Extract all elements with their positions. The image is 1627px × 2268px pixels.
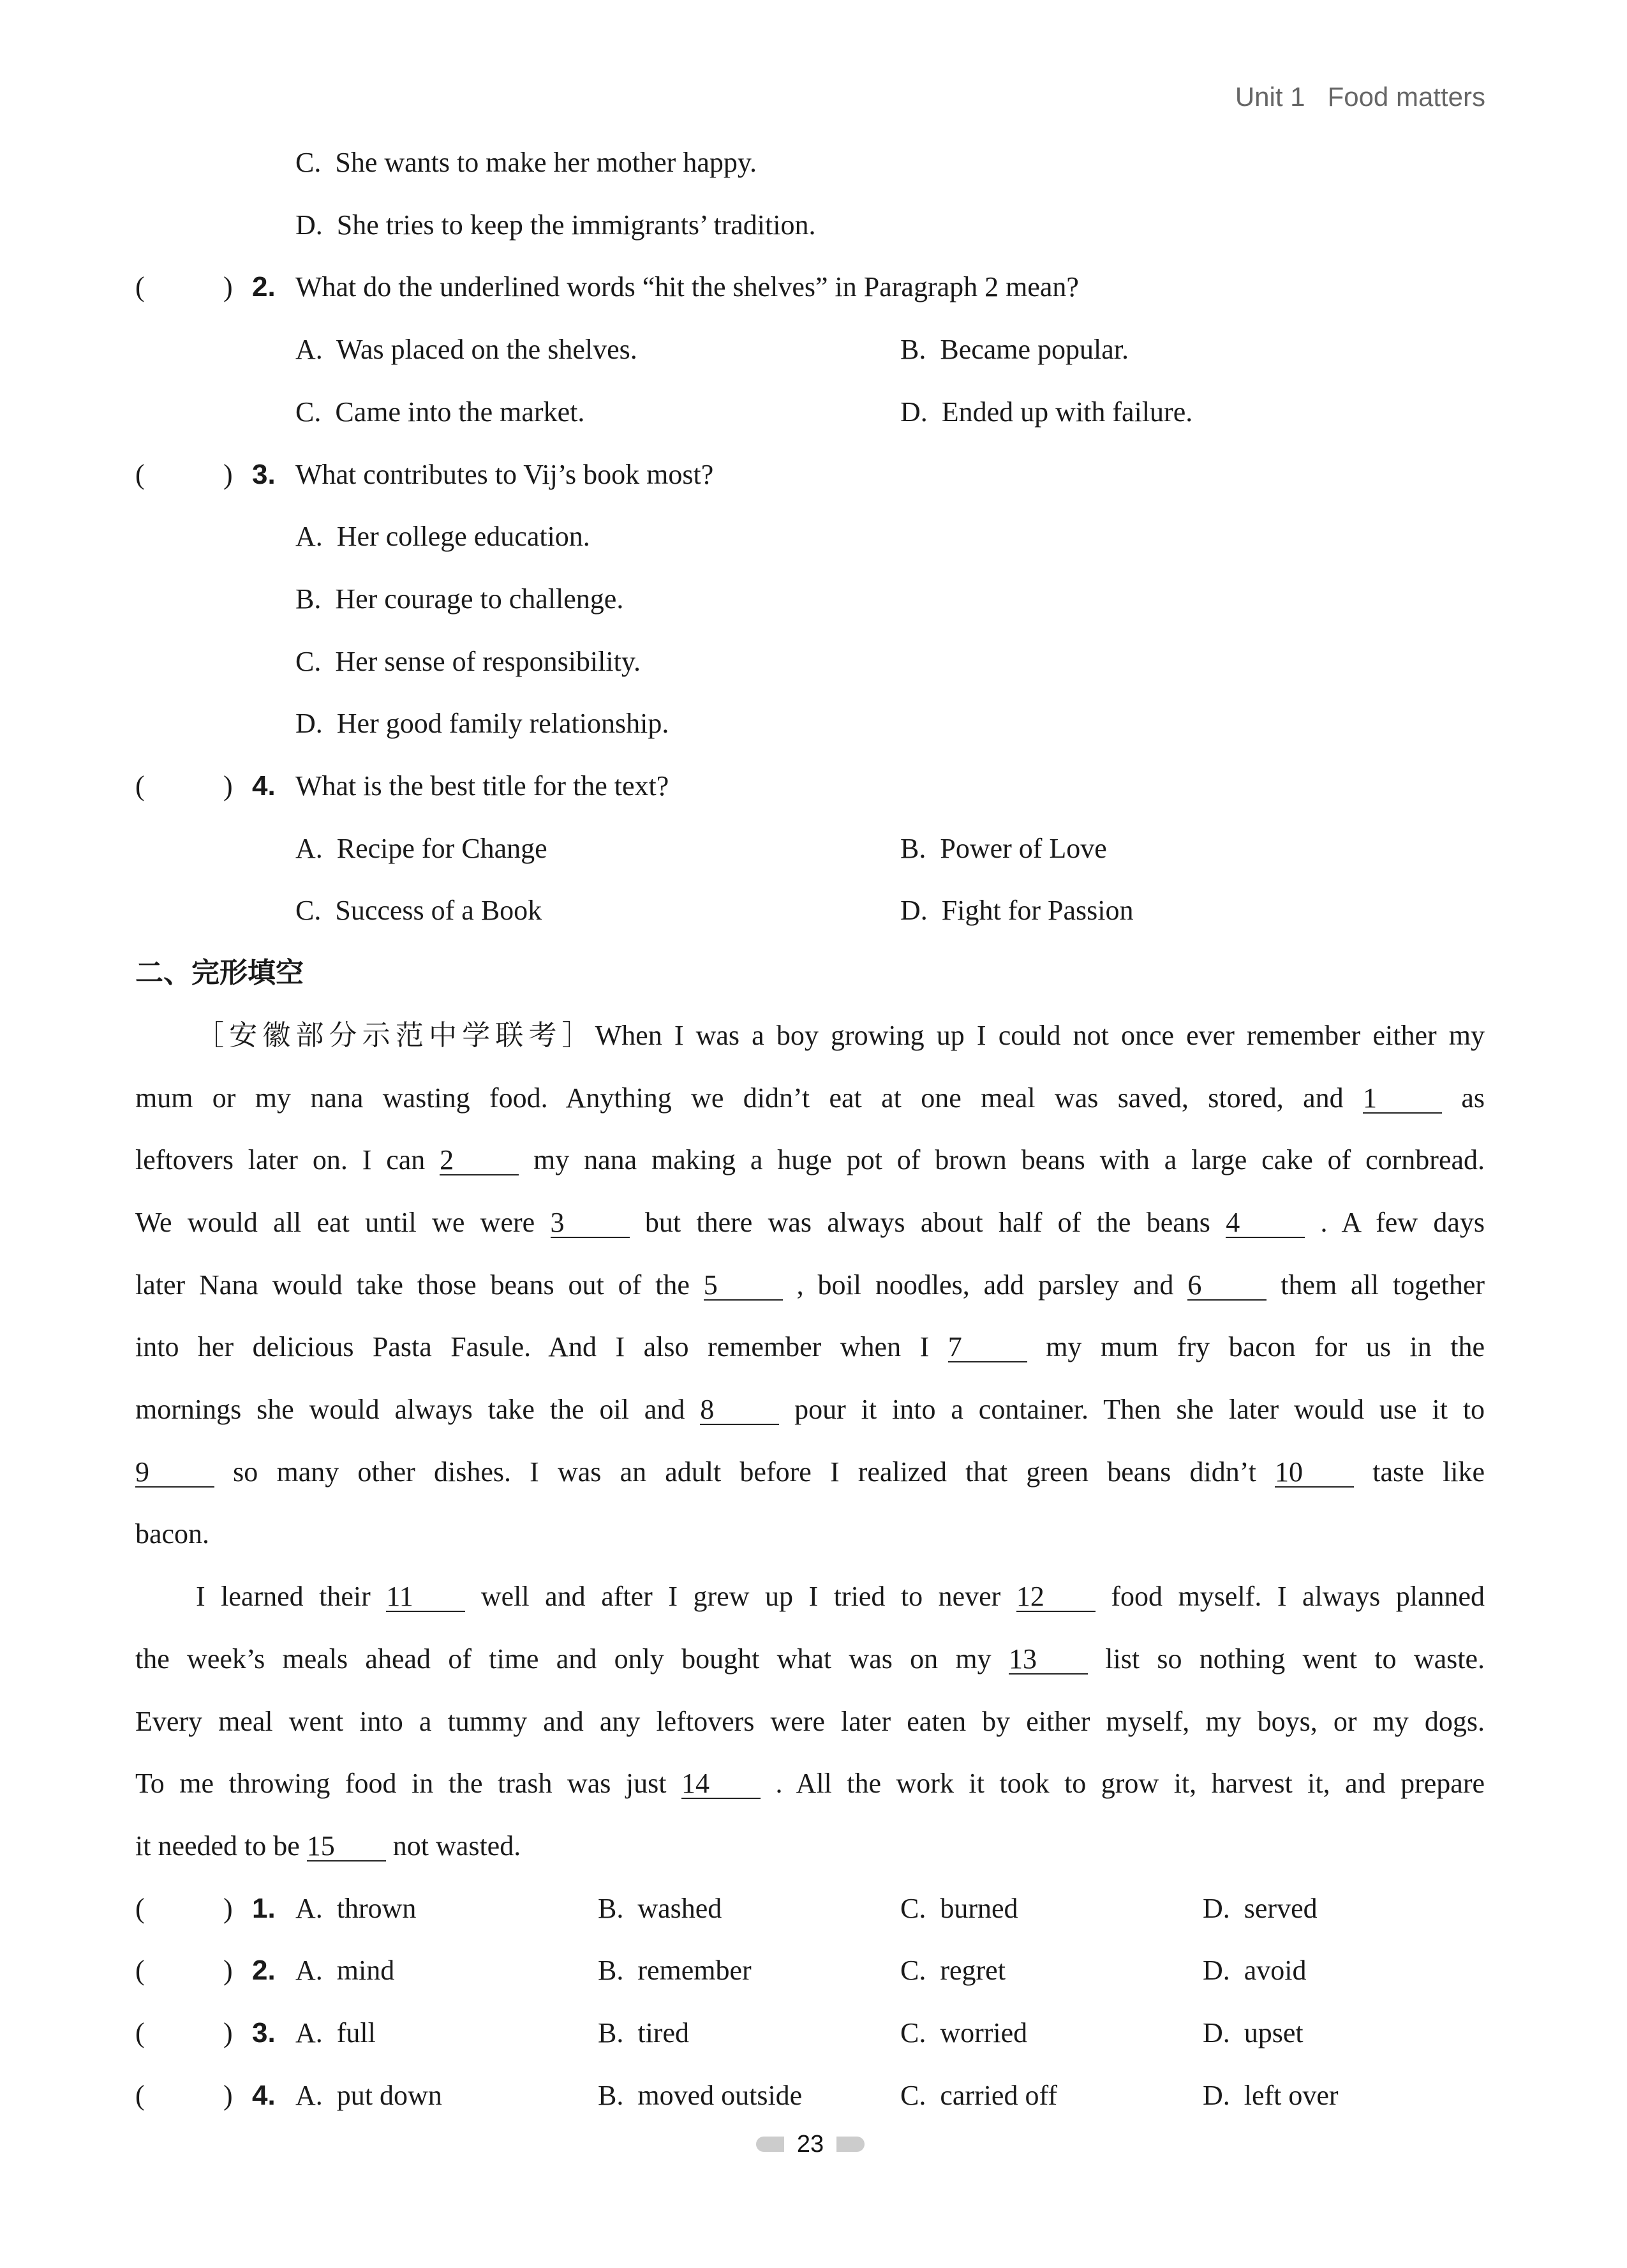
option-text: A. thrown [295, 1892, 417, 1924]
cloze-blank: 11 [386, 1583, 465, 1612]
passage-line-text [196, 1004, 1485, 1067]
option-text: A. full [295, 2017, 376, 2048]
passage-text: into her delicious Pasta Fasule. And I also remember when I [135, 1331, 930, 1363]
passage-line [0, 1628, 1627, 1690]
passage-line-text [135, 1316, 1485, 1378]
answer-paren-close: ) [223, 1892, 233, 1924]
cloze-question-row [0, 1877, 1627, 1940]
passage-text: the week’s meals ahead of time and only bought what was on my [135, 1643, 992, 1675]
answer-paren-open: ( [135, 2079, 145, 2111]
question-number: 1. [252, 1892, 276, 1924]
passage-line-text [135, 1067, 1485, 1130]
option-text: A. Was placed on the shelves. [295, 334, 637, 366]
passage-line-text [135, 1254, 1485, 1317]
passage-text: not wasted. [392, 1830, 521, 1861]
option-row [0, 131, 1627, 194]
passage-text: but there was always about half of the beans [644, 1206, 1210, 1238]
question-number: 4. [252, 2079, 276, 2111]
passage-text: mornings she would always take the oil and [135, 1394, 685, 1425]
page-number-text: 23 [796, 2131, 824, 2158]
passage-text: as [1461, 1082, 1485, 1114]
passage-line-text [196, 1565, 1485, 1628]
passage-line [0, 1004, 1627, 1067]
option-text: D. avoid [1203, 1955, 1307, 1987]
question-number: 2. [252, 271, 276, 303]
page-number [756, 2130, 865, 2158]
running-header [1235, 82, 1485, 112]
cloze-question-row [0, 2002, 1627, 2064]
cloze-blank: 5 [704, 1271, 783, 1301]
option-text: C. She wants to make her mother happy. [295, 147, 757, 178]
option-text: A. Her college education. [295, 521, 590, 553]
passage-text: . A few days [1320, 1206, 1485, 1238]
option-text: C. Her sense of responsibility. [295, 645, 641, 677]
option-text: A. mind [295, 1955, 395, 1987]
passage-line-text [135, 1503, 1485, 1565]
option-text: A. Recipe for Change [295, 832, 547, 864]
option-text: C. Success of a Book [295, 895, 542, 927]
option-text: D. Ended up with failure. [900, 396, 1193, 428]
answer-paren-close: ) [223, 2017, 233, 2048]
option-text: B. remember [598, 1955, 752, 1987]
cloze-blank: 2 [440, 1146, 519, 1175]
passage-line-text [135, 1815, 1485, 1877]
question-number: 2. [252, 1955, 276, 1987]
passage-line [0, 1254, 1627, 1317]
option-row [0, 692, 1627, 755]
passage-line-text [135, 1191, 1485, 1254]
passage-line [0, 1815, 1627, 1877]
cloze-blank: 13 [1009, 1645, 1088, 1675]
passage-text: list so nothing went to waste. [1105, 1643, 1485, 1675]
cloze-blank: 15 [307, 1832, 386, 1861]
passage-text: mum or my nana wasting food. Anything we didn’t eat at one meal was saved, stored, and [135, 1082, 1344, 1114]
question-row [0, 256, 1627, 318]
passage-text: We would all eat until we were [135, 1206, 535, 1238]
passage-line-text [135, 1441, 1485, 1503]
unit-title: Food matters [1327, 82, 1485, 112]
answer-paren-close: ) [223, 271, 233, 303]
option-row [0, 194, 1627, 257]
option-text: C. regret [900, 1955, 1006, 1987]
passage-text: I learned their [196, 1581, 371, 1613]
answer-paren-open: ( [135, 458, 145, 490]
passage-text: later Nana would take those beans out of the [135, 1269, 690, 1301]
question-row [0, 444, 1627, 506]
passage-text: bacon. [135, 1518, 210, 1550]
question-number: 3. [252, 2017, 276, 2048]
passage-line [0, 1565, 1627, 1628]
passage-line [0, 1378, 1627, 1441]
answer-paren-close: ) [223, 2079, 233, 2111]
option-text: D. Fight for Passion [900, 895, 1134, 927]
passage-line-text [135, 1628, 1485, 1690]
cloze-question-row [0, 1939, 1627, 2002]
cloze-blank: 4 [1226, 1209, 1305, 1238]
answer-paren-close: ) [223, 458, 233, 490]
option-text: D. served [1203, 1892, 1318, 1924]
option-text: D. upset [1203, 2017, 1304, 2048]
answer-paren-open: ( [135, 1892, 145, 1924]
option-text: C. Came into the market. [295, 396, 585, 428]
question-stem: What do the underlined words “hit the shelves” in Paragraph 2 mean? [295, 271, 1079, 303]
option-text: B. Became popular. [900, 334, 1129, 366]
question-stem: What contributes to Vij’s book most? [295, 458, 714, 490]
cloze-blank: 8 [700, 1396, 779, 1425]
option-text: B. Power of Love [900, 832, 1107, 864]
passage-line [0, 1441, 1627, 1503]
passage-line [0, 1690, 1627, 1753]
option-text: B. Her courage to challenge. [295, 583, 624, 615]
cloze-blank: 7 [948, 1333, 1027, 1362]
passage-line [0, 1752, 1627, 1815]
option-text: A. put down [295, 2079, 442, 2111]
passage-line [0, 1316, 1627, 1378]
passage-line-text [135, 1690, 1485, 1753]
cloze-blank: 9 [135, 1458, 214, 1488]
passage-text: leftovers later on. I can [135, 1144, 426, 1176]
unit-label: Unit 1 [1235, 82, 1305, 112]
passage-line [0, 1191, 1627, 1254]
passage-text: so many other dishes. I was an adult before I realized that green beans didn’t [233, 1456, 1256, 1488]
answer-paren-open: ( [135, 770, 145, 802]
answer-paren-close: ) [223, 770, 233, 802]
passage-line [0, 1067, 1627, 1130]
option-row [0, 630, 1627, 693]
cloze-blank: 3 [551, 1209, 630, 1238]
option-text: C. worried [900, 2017, 1028, 2048]
passage-text: my nana making a huge pot of brown beans with a large cake of cornbread. [533, 1144, 1485, 1176]
option-text: B. tired [598, 2017, 689, 2048]
answer-paren-close: ) [223, 1955, 233, 1987]
passage-text: To me throwing food in the trash was just [135, 1768, 667, 1800]
option-row [0, 817, 1627, 880]
option-text: D. She tries to keep the immigrants’ tradition. [295, 209, 816, 241]
passage-text: them all together [1281, 1269, 1485, 1301]
passage-text: , boil noodles, add parsley and [796, 1269, 1174, 1301]
passage-text: . All the work it took to grow it, harvest it, and prepare [775, 1768, 1485, 1800]
passage-text: ［安徽部分示范中学联考］When I was a boy growing up I could not once ever remember either my [196, 1019, 1485, 1051]
passage-text: Every meal went into a tummy and any leftovers were later eaten by either myself, my boys, or my dogs. [135, 1705, 1485, 1737]
passage-line-text [135, 1378, 1485, 1441]
option-row [0, 568, 1627, 630]
question-number: 4. [252, 770, 276, 802]
cloze-blank: 1 [1363, 1084, 1442, 1114]
passage-text: well and after I grew up I tried to never [480, 1581, 1001, 1613]
passage-text: pour it into a container. Then she later would use it to [794, 1394, 1485, 1425]
option-text: D. Her good family relationship. [295, 708, 669, 740]
question-stem: What is the best title for the text? [295, 770, 669, 802]
answer-paren-open: ( [135, 1955, 145, 1987]
option-row [0, 879, 1627, 942]
passage-line-text [135, 1752, 1485, 1815]
option-row [0, 505, 1627, 568]
option-text: C. burned [900, 1892, 1018, 1924]
passage-text: it needed to be [135, 1830, 300, 1861]
option-row [0, 381, 1627, 444]
answer-paren-open: ( [135, 271, 145, 303]
option-text: D. left over [1203, 2079, 1339, 2111]
option-text: B. moved outside [598, 2079, 803, 2111]
option-row [0, 318, 1627, 381]
passage-line-text [135, 1129, 1485, 1191]
answer-paren-open: ( [135, 2017, 145, 2048]
cloze-blank: 10 [1275, 1458, 1354, 1488]
passage-line [0, 1129, 1627, 1191]
section-heading-row [0, 942, 1627, 1004]
section-heading: 二、完形填空 [135, 957, 304, 989]
option-text: C. carried off [900, 2079, 1057, 2111]
passage-text: food myself. I always planned [1111, 1581, 1485, 1613]
cloze-question-row [0, 2064, 1627, 2127]
cloze-blank: 6 [1187, 1271, 1267, 1301]
passage-text: my mum fry bacon for us in the [1046, 1331, 1485, 1363]
question-row [0, 755, 1627, 817]
passage-line [0, 1503, 1627, 1565]
option-text: B. washed [598, 1892, 722, 1924]
question-number: 3. [252, 458, 276, 490]
cloze-blank: 12 [1016, 1583, 1096, 1612]
cloze-blank: 14 [681, 1770, 761, 1799]
passage-text: taste like [1372, 1456, 1485, 1488]
